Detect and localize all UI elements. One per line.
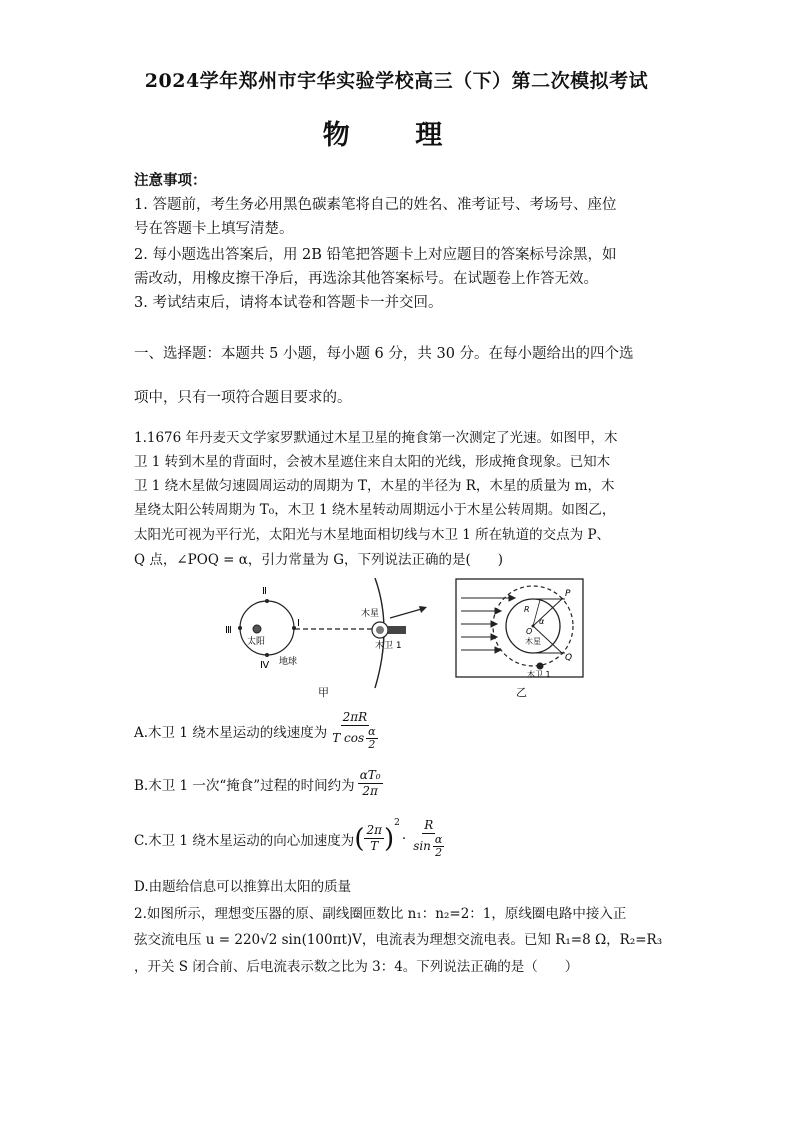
option-c-den-frac-num: α (434, 833, 443, 846)
earth-label: 地球 (279, 657, 298, 667)
notice-item-2: 2. 每小题选出答案后，用 2B 铅笔把答题卡上对应题目的答案标号涂黑，如 (134, 247, 617, 263)
figure-yi-caption: 乙 (516, 686, 527, 699)
option-a-den-frac-num: α (368, 725, 376, 738)
option-c-dot: · (401, 830, 407, 847)
jupiter-label-yi: 木星 (525, 637, 541, 646)
subject-title: 物 理 (322, 120, 471, 151)
option-c-paren-num: 2π (366, 823, 382, 837)
option-b-text: B.木卫 1 一次“掩食”过程的时间约为 (134, 777, 355, 794)
notice-item-1-cont: 号在答题卡上填写清楚。 (134, 221, 294, 237)
angle-alpha: α (539, 617, 545, 626)
q1-line-1: 1.1676 年丹麦天文学家罗默通过木星卫星的掩食第一次测定了光速。如图甲，木 (134, 430, 618, 446)
q1-line-4: 星绕太阳公转周期为 T₀，木卫 1 绕木星转动周期远小于木星公转周期。如图乙， (134, 502, 616, 518)
center-O: O (526, 627, 533, 636)
label-II: Ⅱ (262, 586, 267, 597)
figure-yi (455, 578, 585, 680)
q1-option-a (134, 710, 383, 751)
figure-jia (215, 578, 445, 696)
section-1-heading: 一、选择题：本题共 5 小题，每小题 6 分，共 30 分。在每小题给出的四个选 (134, 346, 634, 362)
jupiter-shadow (388, 626, 406, 634)
q2-line-1: 2.如图所示，理想变压器的原、副线圈匝数比 n₁：n₂=2：1，原线圈电路中接入正 (134, 906, 627, 922)
q2-line-3: ，开关 S 闭合前、后电流表示数之比为 3：4。下列说法正确的是（ ） (134, 959, 579, 975)
q1-line-3: 卫 1 绕木星做匀速圆周运动的周期为 T，木星的半径为 R，木星的质量为 m，木 (134, 478, 615, 494)
exam-title: 2024学年郑州市宇华实验学校高三（下）第二次模拟考试 (144, 70, 649, 92)
option-b-numerator: αT₀ (359, 768, 381, 782)
q2-line-2: 弦交流电压 u = 220√2 sin(100πt)V，电流表为理想交流电表。已知 R₁=8 Ω，R₂=R₃ (134, 932, 663, 948)
option-b-denominator: 2π (362, 784, 378, 798)
q1-option-d: D.由题给信息可以推算出太阳的质量 (134, 879, 352, 895)
label-I: Ⅰ (297, 618, 300, 629)
motion-arrow-icon (419, 606, 427, 613)
section-1-heading-cont: 项中，只有一项符合题目要求的。 (134, 390, 352, 406)
figure-jia-caption: 甲 (318, 686, 329, 699)
option-a-den-frac-den: 2 (368, 738, 376, 751)
sun-icon (253, 625, 261, 633)
option-c-den-frac-den: 2 (435, 846, 443, 859)
moon1-label: 木卫 1 (375, 641, 402, 651)
radius-R: R (524, 605, 530, 614)
q1-option-b (134, 768, 386, 799)
notice-item-3: 3. 考试结束后，请将本试卷和答题卡一并交回。 (134, 295, 443, 311)
point-Q: Q (565, 653, 573, 663)
notice-heading: 注意事项： (134, 172, 207, 189)
moon1-label-yi: 木卫 1 (527, 670, 551, 679)
option-a-numerator: 2πR (342, 710, 368, 724)
q1-option-c: C.木卫 1 绕木星运动的向心加速度为 ( $\frac{2\pi}{T}$ ) $^2$ · R sin $\frac{\alpha}{2}$ (134, 818, 443, 859)
sun-label: 太阳 (247, 637, 266, 647)
point-P: P (565, 589, 571, 599)
label-III: Ⅲ (225, 625, 232, 636)
notice-item-1: 1. 答题前，考生务必用黑色碳素笔将自己的姓名、准考证号、考场号、座位 (134, 197, 617, 213)
jupiter-label: 木星 (361, 609, 380, 619)
option-a-text: A.木卫 1 绕木星运动的线速度为 (134, 724, 328, 741)
option-c-denominator: sin (413, 839, 431, 853)
q1-line-5: 太阳光可视为平行光，太阳光与木星地面相切线与木卫 1 所在轨道的交点为 P、 (134, 527, 611, 543)
label-IV: Ⅳ (260, 660, 270, 671)
option-c-paren-den: T (370, 839, 379, 853)
option-c-text: C.木卫 1 绕木星运动的向心加速度为 (134, 832, 355, 849)
option-c-numerator: R (424, 818, 434, 832)
notice-item-2-cont: 需改动，用橡皮擦干净后，再选涂其他答案标号。在试题卷上作答无效。 (134, 271, 598, 287)
option-a-denominator: T cos (332, 731, 365, 745)
option-c-exponent: 2 (394, 818, 400, 828)
moon1-dot (537, 663, 544, 670)
q1-line-6: Q 点，∠POQ = α，引力常量为 G，下列说法正确的是( ) (134, 552, 504, 568)
q1-line-2: 卫 1 转到木星的背面时，会被木星遮住来自太阳的光线，形成掩食现象。已知木 (134, 454, 611, 470)
